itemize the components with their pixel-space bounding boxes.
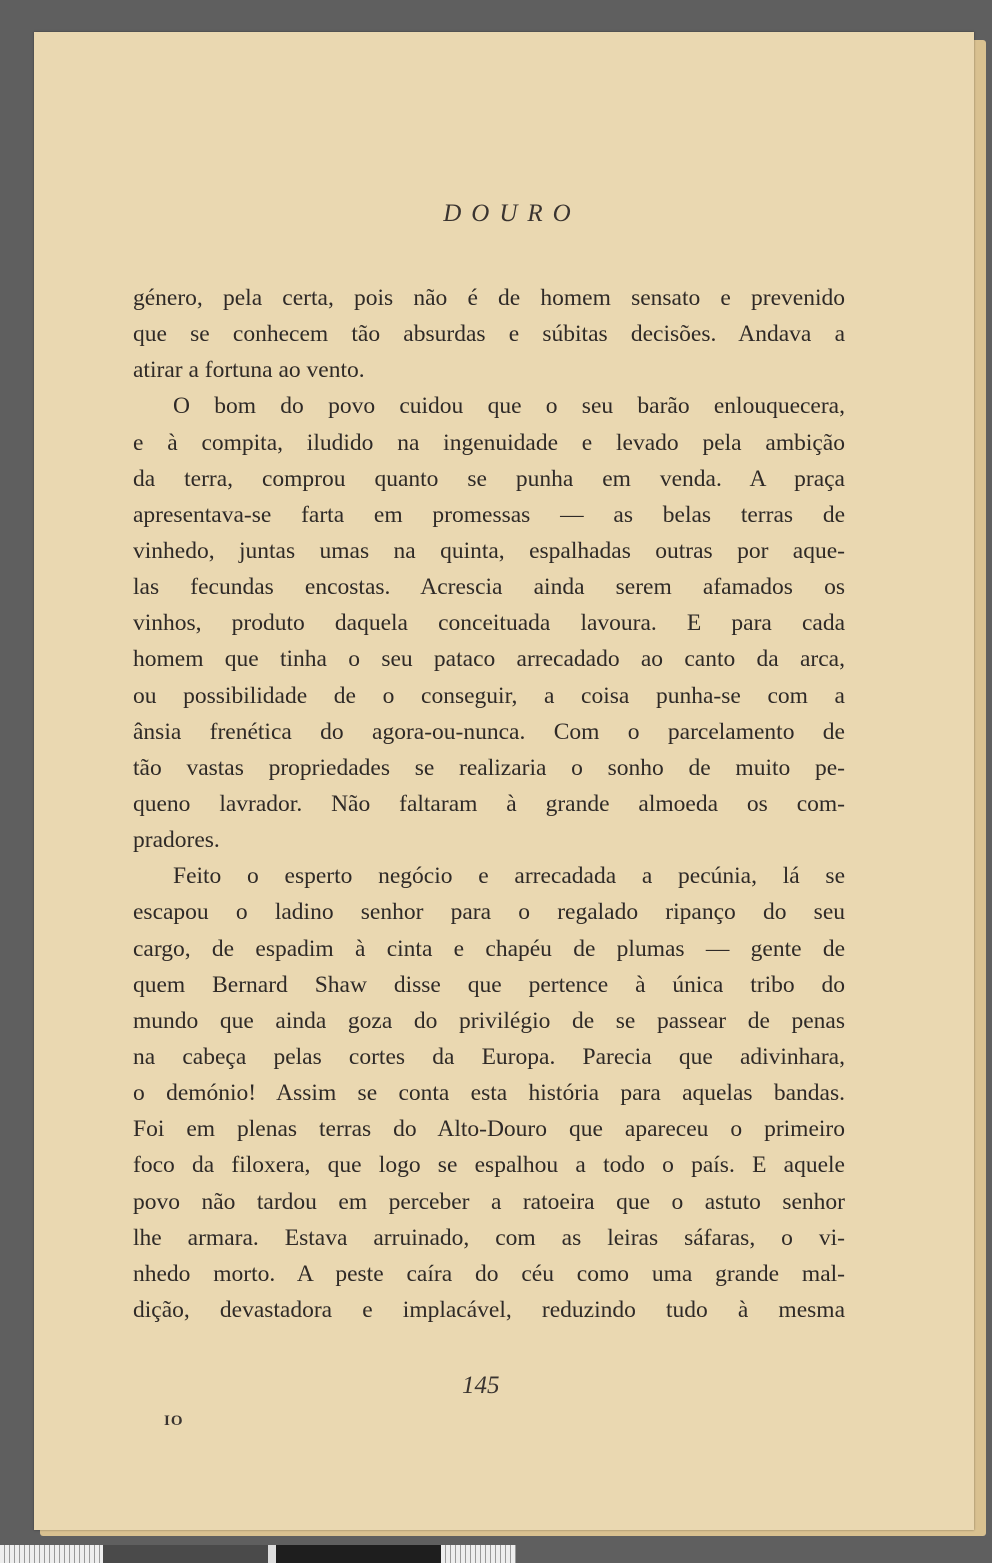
text-line: foco da filoxera, que logo se espalhou a todo o país. E aquele (133, 1152, 845, 1179)
text-line: queno lavrador. Não faltaram à grande almoeda os com- (133, 790, 845, 817)
text-line: na cabeça pelas cortes da Europa. Parecia que adivinhara, (133, 1043, 845, 1070)
text-line: quem Bernard Shaw disse que pertence à única tribo do (133, 971, 845, 998)
color-scale-bar (0, 1545, 992, 1563)
text-line: da terra, comprou quanto se punha em venda. A praça (133, 465, 845, 492)
text-line: apresentava-se farta em promessas — as belas terras de (133, 501, 845, 528)
text-line: ânsia frenética do agora-ou-nunca. Com o parcelamento de (133, 718, 845, 745)
white-patch (268, 1545, 276, 1563)
running-head: DOURO (443, 200, 581, 227)
text-line: e à compita, iludido na ingenuidade e levado pela ambição (133, 429, 845, 456)
text-line: mundo que ainda goza do privilégio de se passear de penas (133, 1007, 845, 1034)
text-line: vinhedo, juntas umas na quinta, espalhadas outras por aque- (133, 537, 845, 564)
page-number: 145 (462, 1372, 500, 1399)
body-text (133, 280, 845, 1328)
text-line: que se conhecem tão absurdas e súbitas decisões. Andava a (133, 321, 845, 348)
text-line: o demónio! Assim se conta esta história para aquelas bandas. (133, 1080, 845, 1107)
text-line: povo não tardou em perceber a ratoeira que o astuto senhor (133, 1188, 845, 1215)
ruler-segment (0, 1545, 103, 1563)
text-line: génerо, pela certa, pois não é de homem sensato e prevenido (133, 285, 845, 311)
text-line: dição, devastadora e implacável, reduzindo tudo à mesma (133, 1296, 845, 1323)
text-line: Foi em plenas terras do Alto-Douro que apareceu o primeiro (133, 1116, 845, 1143)
text-line: vinhos, produto daquela conceituada lavoura. E para cada (133, 610, 845, 637)
text-line: O bom do povo cuidou que o seu barão enlouquecera, (173, 393, 845, 420)
text-line: Feito o esperto negócio e arrecadada a pecúnia, lá se (173, 863, 845, 890)
text-line: lhe armara. Estava arruinado, com as leiras sáfaras, o vi- (133, 1224, 845, 1251)
text-line: nhedo morto. A peste caíra do céu como uma grande mal- (133, 1260, 845, 1287)
text-line: cargo, de espadim à cinta e chapéu de plumas — gente de (133, 935, 845, 962)
text-line: escapou o ladino senhor para o regalado ripanço do seu (133, 899, 845, 926)
gray-patch (103, 1545, 268, 1563)
ruler-segment (441, 1545, 516, 1563)
text-line: atirar a fortuna ao vento. (133, 357, 365, 384)
text-line: tão vastas propriedades se realizaria o sonho de muito pe- (133, 754, 845, 781)
text-line: homem que tinha o seu pataco arrecadado ao canto da arca, (133, 646, 845, 673)
black-patch (276, 1545, 441, 1563)
text-line: las fecundas encostas. Acrescia ainda serem afamados os (133, 574, 845, 601)
book-page (34, 32, 974, 1530)
signature-mark: IO (164, 1413, 184, 1429)
text-line: pradores. (133, 827, 220, 854)
text-line: ou possibilidade de o conseguir, a coisa punha-se com a (133, 682, 845, 709)
